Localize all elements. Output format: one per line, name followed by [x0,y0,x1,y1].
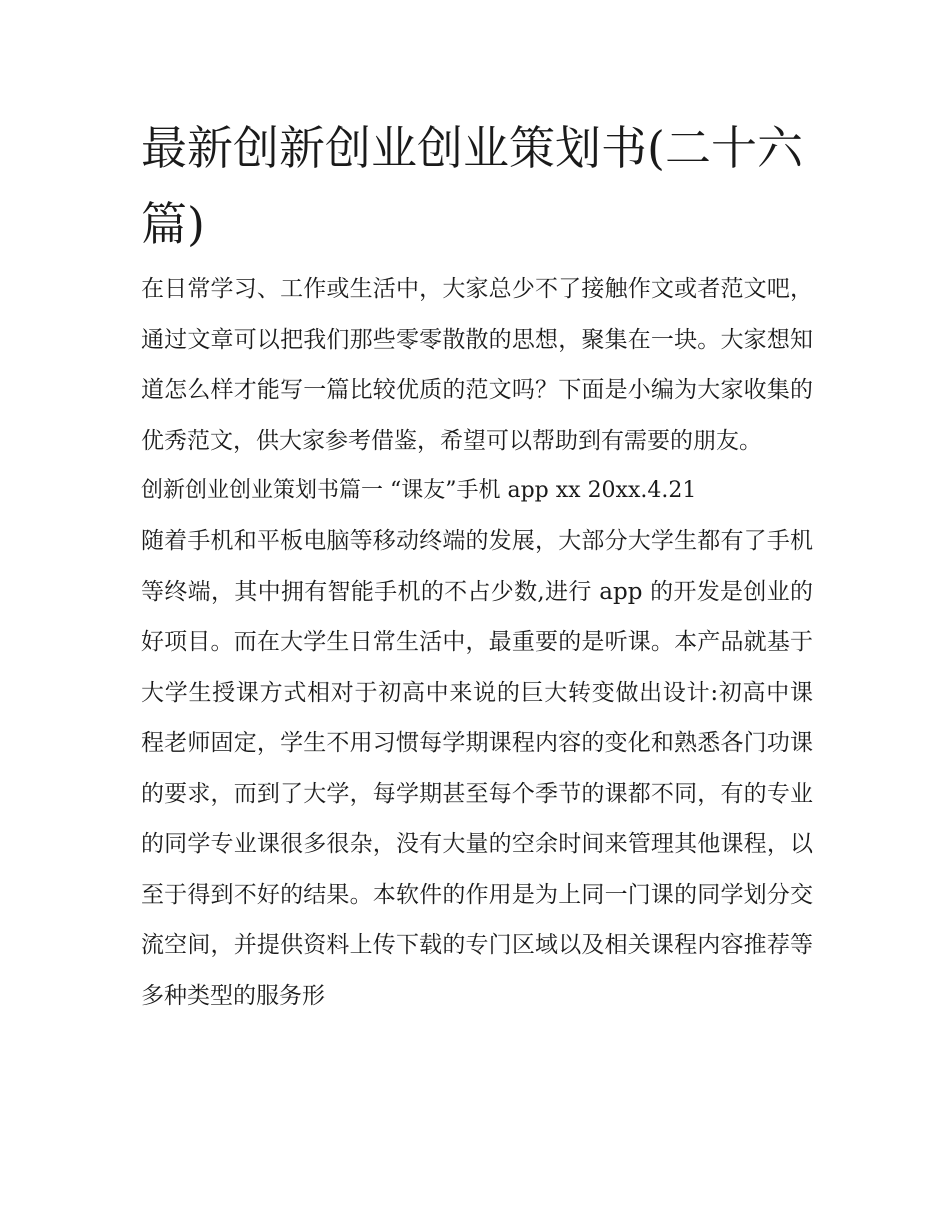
section-heading: 创新创业创业策划书篇一 “课友”手机 app xx 20xx.4.21 [141,478,697,503]
intro-paragraph: 在日常学习、工作或生活中，大家总少不了接触作文或者范文吧，通过文章可以把我们那些零零散散的思想，聚集在一块。大家想知道怎么样才能写一篇比较优质的范文吗？下面是小编为大家收集的优秀范文，供大家参考借鉴，希望可以帮助到有需要的朋友。 [141,276,813,454]
document-page [141,110,813,1021]
body-paragraph: 随着手机和平板电脑等移动终端的发展，大部分大学生都有了手机等终端，其中拥有智能手机的不占少数,进行 app 的开发是创业的好项目。而在大学生日常生活中，最重要的是听课。本产品就基于大学生授课方式相对于初高中来说的巨大转变做出设计:初高中课程老师固定，学生不用习惯每学期课程内容的变化和熟悉各门功课的要求，而到了大学，每学期甚至每个季节的课都不同，有的专业的同学专业课很多很杂，没有大量的空余时间来管理其他课程，以至于得到不好的结果。本软件的作用是为上同一门课的同学划分交流空间，并提供资料上传下载的专门区域以及相关课程内容推荐等多种类型的服务形 [141,528,813,1009]
document-title: 最新创新创业创业策划书(二十六篇) [141,121,803,251]
